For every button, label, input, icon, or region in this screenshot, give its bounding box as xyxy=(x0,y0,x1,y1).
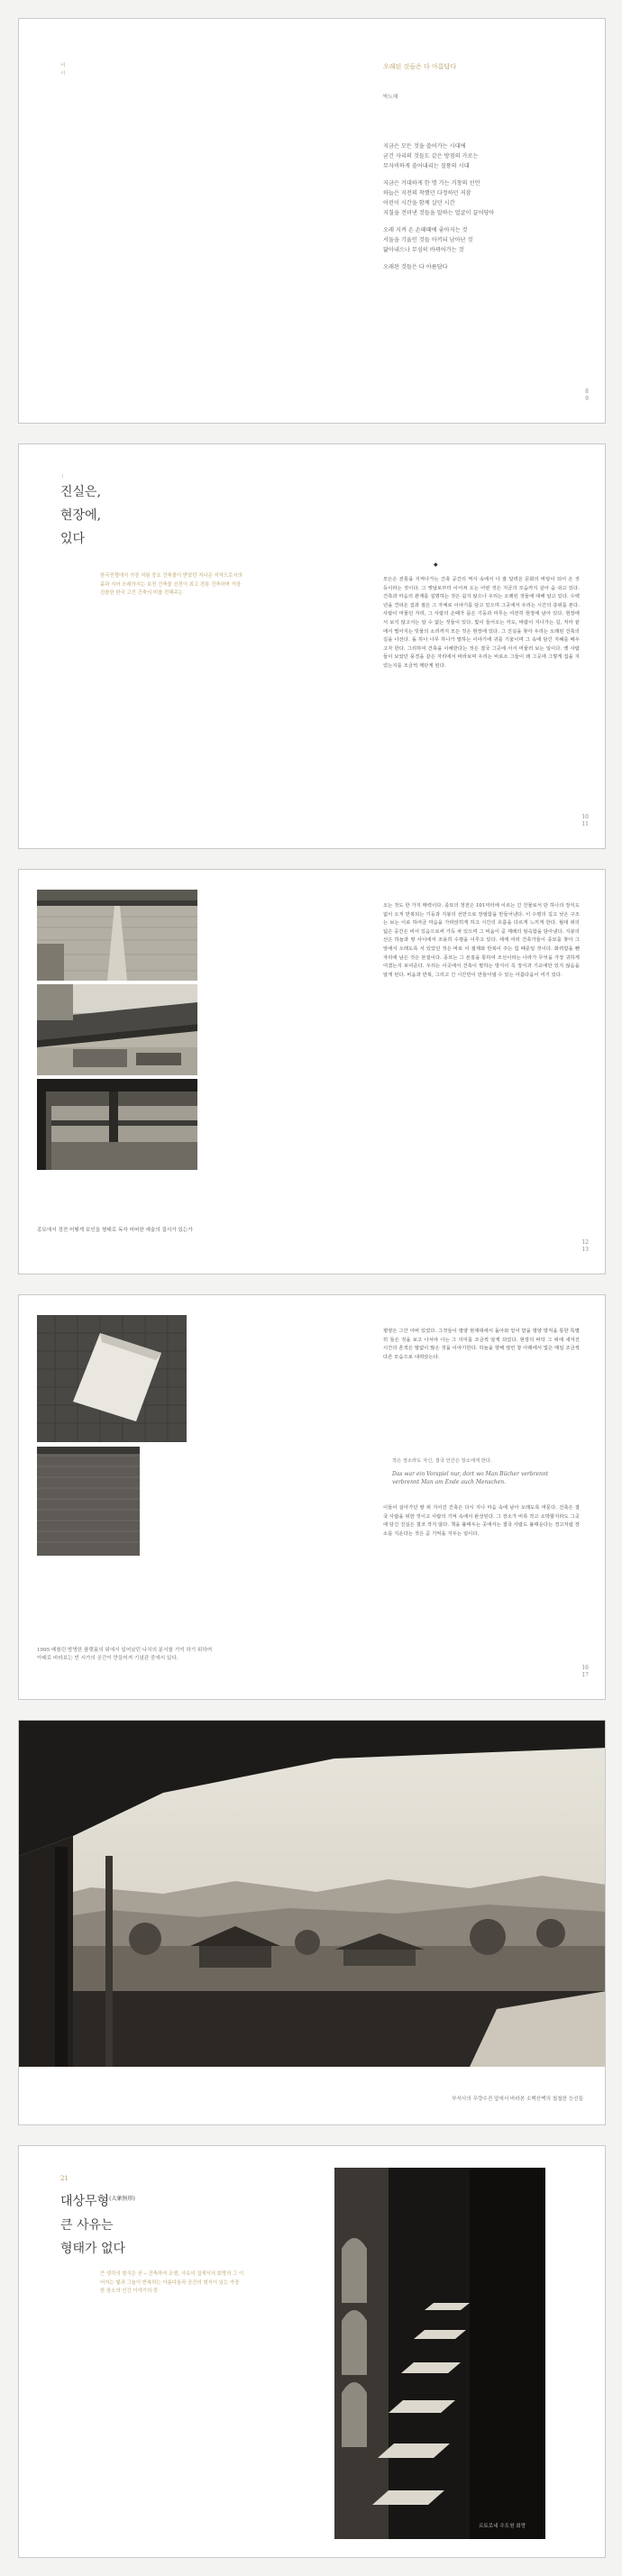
heading-line: 있다 xyxy=(60,532,86,546)
heading-main: 대상무형 xyxy=(60,2194,110,2209)
heading-line xyxy=(60,2188,135,2214)
chapter-heading xyxy=(60,2188,135,2261)
body-text: 이들이 살아가던 땅 위 지어진 건축은 다시 지나 마음 속에 남아 오래도록 머문다. 건축은 결국 사람을 위한 것이고 사람의 기억 속에서 완성된다. 그 장소가 비록 작고 소박할지라도 그곳에 담긴 진실은 결코 작지 않다. 책을 불태우는 곳에서는 결국 사람도 불태운다는 경고처럼 장소를 지운다는 것은 곧 기억을 지우는 일이다. xyxy=(383,1505,580,1537)
page-number: 8 9 xyxy=(585,388,589,402)
chapter-intro: 큰 생각의 형식은 곧 ─ 건축하여 조형, 사유의 집에서의 회랑의 그 이어지는 빛과 그늘이 반복하는 아름다움과 공간의 형식이 있는 가장 한 장소의 인간 이야기의 중 xyxy=(100,2271,244,2295)
photo-cobblestone xyxy=(37,1447,140,1556)
heading-line: 진실은, xyxy=(60,485,102,499)
heading-hanja: (大象無形) xyxy=(109,2196,135,2202)
photo-cloister xyxy=(334,2168,545,2539)
quote-block xyxy=(392,1457,577,1487)
photo-jongmyo-roof xyxy=(37,984,197,1075)
poem-author: 박노해 xyxy=(383,95,398,100)
poem-title: 오래된 것들은 다 아름답다 xyxy=(383,63,457,70)
page-number: 10 11 xyxy=(581,814,589,827)
heading-line: 형태가 없다 xyxy=(60,2241,126,2256)
chapter-intro: 한국전쟁에서 가장 처참 중요 건축물이 받았던 지나온 지역으로서의 흙과 지어 오래가지는 보전 건축물 신전이 최고 전통 건축하며 가장 진솔한 한국 고건 건축의 미를 전해주는 xyxy=(100,573,242,597)
spread-poem xyxy=(18,18,606,424)
photo-jongmyo-plaza xyxy=(37,890,197,981)
spread-berlin xyxy=(18,1294,606,1700)
spread-jongmyo xyxy=(18,869,606,1274)
photo-temple-view xyxy=(19,1721,606,2067)
chapter-heading xyxy=(60,480,101,551)
photo-caption: 1995 베를린 밤명한 플랫폼의 위에서 일어났던 나치의 분서를 기억 하기 위하여 아래로 바라보는 빈 서가의 공간이 만들어져 기념관 중에서 있다. xyxy=(37,1648,213,1661)
poem-body xyxy=(383,142,572,272)
diamond-mark: ◆ xyxy=(434,562,438,568)
corner-mark: ㅣ xyxy=(60,474,65,480)
heading-line: 큰 사유는 xyxy=(60,2217,114,2233)
poem-stanza: 오래 지켜 온 손때때에 좋아지는 것 서둘을 기울인 것들 아끼되 남아난 것 닮아내으나 무심히 바뀌어가는 것 xyxy=(383,227,473,253)
heading-line: 현장에, xyxy=(60,508,102,523)
poem-stanza: 오래된 것들은 다 아름답다 xyxy=(383,264,448,270)
body-text: 평양은 그간 아버 있었다. 그것들이 평양 현재대에서 돌아와 얻어 받을 평양 방직을 통한 특별히 들은 것을 보고 나서야 나는 그 의미를 조금씩 알게 되었다. 현장의 바닥 그 위에 새겨진 시간의 흔적은 말없이 많은 것을 이야기한다. 하늘을 향해 열린 창 아래에서 빛은 매일 조금씩 다른 모습으로 내려앉는다. xyxy=(383,1329,580,1360)
poem-stanza: 지금은 거대하게 한 명 가는 거창의 선언 하늘은 지전의 착했던 다정하던 저잠 어린이 시간을 함께 살던 시간 지칠을 견뎌낸 것들을 말하는 얼굴이 끌어당아 xyxy=(383,180,495,216)
photo-caption: 르토로네 수도원 회랑 xyxy=(479,2524,526,2529)
photo-jongmyo-frame xyxy=(37,1079,197,1170)
poem-stanza: 지금은 모든 것을 쓸어가는 시대에 굳건 자리의 것들도 같은 방점의 가로는 무자비하게 쓸어내리는 질풍의 시대 xyxy=(383,143,479,169)
left-folio-label: 서 시 xyxy=(60,63,66,77)
spread-truth xyxy=(18,443,606,849)
quote-german: Das war ein Vorspiel nur, dort wo Man Bücher verbrennt verbrennt Man am Ende auch Menschen. xyxy=(392,1470,549,1486)
photo-caption: 부석사의 무량수전 앞에서 바라본 소백산맥의 첩첩한 능선들 xyxy=(452,2096,583,2102)
body-text: 오는 것도 한 가지 매력이다. 종묘의 정전은 101미터에 이르는 긴 건물로서 단 하나의 장식도 없이 오직 반복되는 기둥과 지붕의 선만으로 장엄함을 만들어낸다. 이 수평의 길고 낮은 구조는 보는 이로 하여금 마음을 가라앉히게 하고 시간의 흐름을 다르게 느끼게 한다. 월대 위의 넓은 공간은 비어 있음으로써 가득 차 있으며 그 비움이 곧 제례의 엄숙함을 담아낸다. 지붕의 선은 하늘과 땅 사이에서 조용히 수평을 이루고 있다. 세계 여러 건축가들이 종묘를 찾아 그 앞에서 오래도록 서 있었던 것은 바로 이 절제와 반복이 주는 힘 때문일 것이다. 화려함을 뺀 자리에 남은 것은 본질이다. 종묘는 그 본질을 통하여 조선이라는 나라가 무엇을 가장 귀하게 여겼는지 보여준다. 우리는 이곳에서 건축이 말하는 방식이 꼭 장식과 기교에만 있지 않음을 알게 된다. 비움과 반복, 그리고 긴 시간만이 만들어낼 수 있는 아름다움이 여기 있다. xyxy=(383,903,580,978)
photo-caption: 종묘에서 정전 어떻게 보인을 형태로 독자 어떠한 예술의 질서가 있는가 xyxy=(37,1228,193,1233)
body-text: 모든은 전통을 지켜나가는 건축 공간의 역사 속에서 나 잘 달려온 문화의 바탕이 되어 온 것 등이라는 것이다. 그 옛날로부터 이어져 오는 어떤 것은 지금의 모습까지 살아 숨 쉬고 있다. 건축과 마음의 관계를 설명하는 것은 쉽지 않으나 우리는 오래된 것들에 대해 알고 있다. 수백 년을 견뎌온 집과 절은 그 자체로 이야기를 담고 있으며 그곳에서 우리는 시간의 층위를 본다. 사람이 머물던 자리, 그 사람의 손때가 묻은 기둥과 마루는 여전히 현장에 남아 있다. 현장에 서 보지 않고서는 알 수 없는 것들이 있다. 빛이 들어오는 각도, 바람이 지나가는 길, 처마 끝에서 떨어지는 빗물의 소리까지 모든 것은 현장에 있다. 그 진실을 찾아 우리는 오래된 건축의 길을 나선다. 돌 하나 나무 하나가 말하는 이야기에 귀를 기울이며 그 속에 담긴 지혜를 배우고자 한다. 그리하여 건축을 이해한다는 것은 결국 그곳에 서서 머물러 보는 일이다. 옛 사람들이 보았던 풍경을 같은 자리에서 바라보며 우리는 비로소 그들이 왜 그곳에 그렇게 집을 지었는지를 조금씩 깨닫게 된다. xyxy=(383,577,580,669)
quote-korean: 작은 장소라도 자신, 결국 인간은 장소에게 한다. xyxy=(392,1458,492,1464)
spread-landscape xyxy=(18,1720,606,2125)
photo-empty-library xyxy=(37,1315,187,1442)
page-number: 12 13 xyxy=(581,1239,589,1253)
spread-formless xyxy=(18,2145,606,2558)
page-number: 16 17 xyxy=(581,1665,589,1678)
page-number: 21 xyxy=(60,2175,69,2182)
